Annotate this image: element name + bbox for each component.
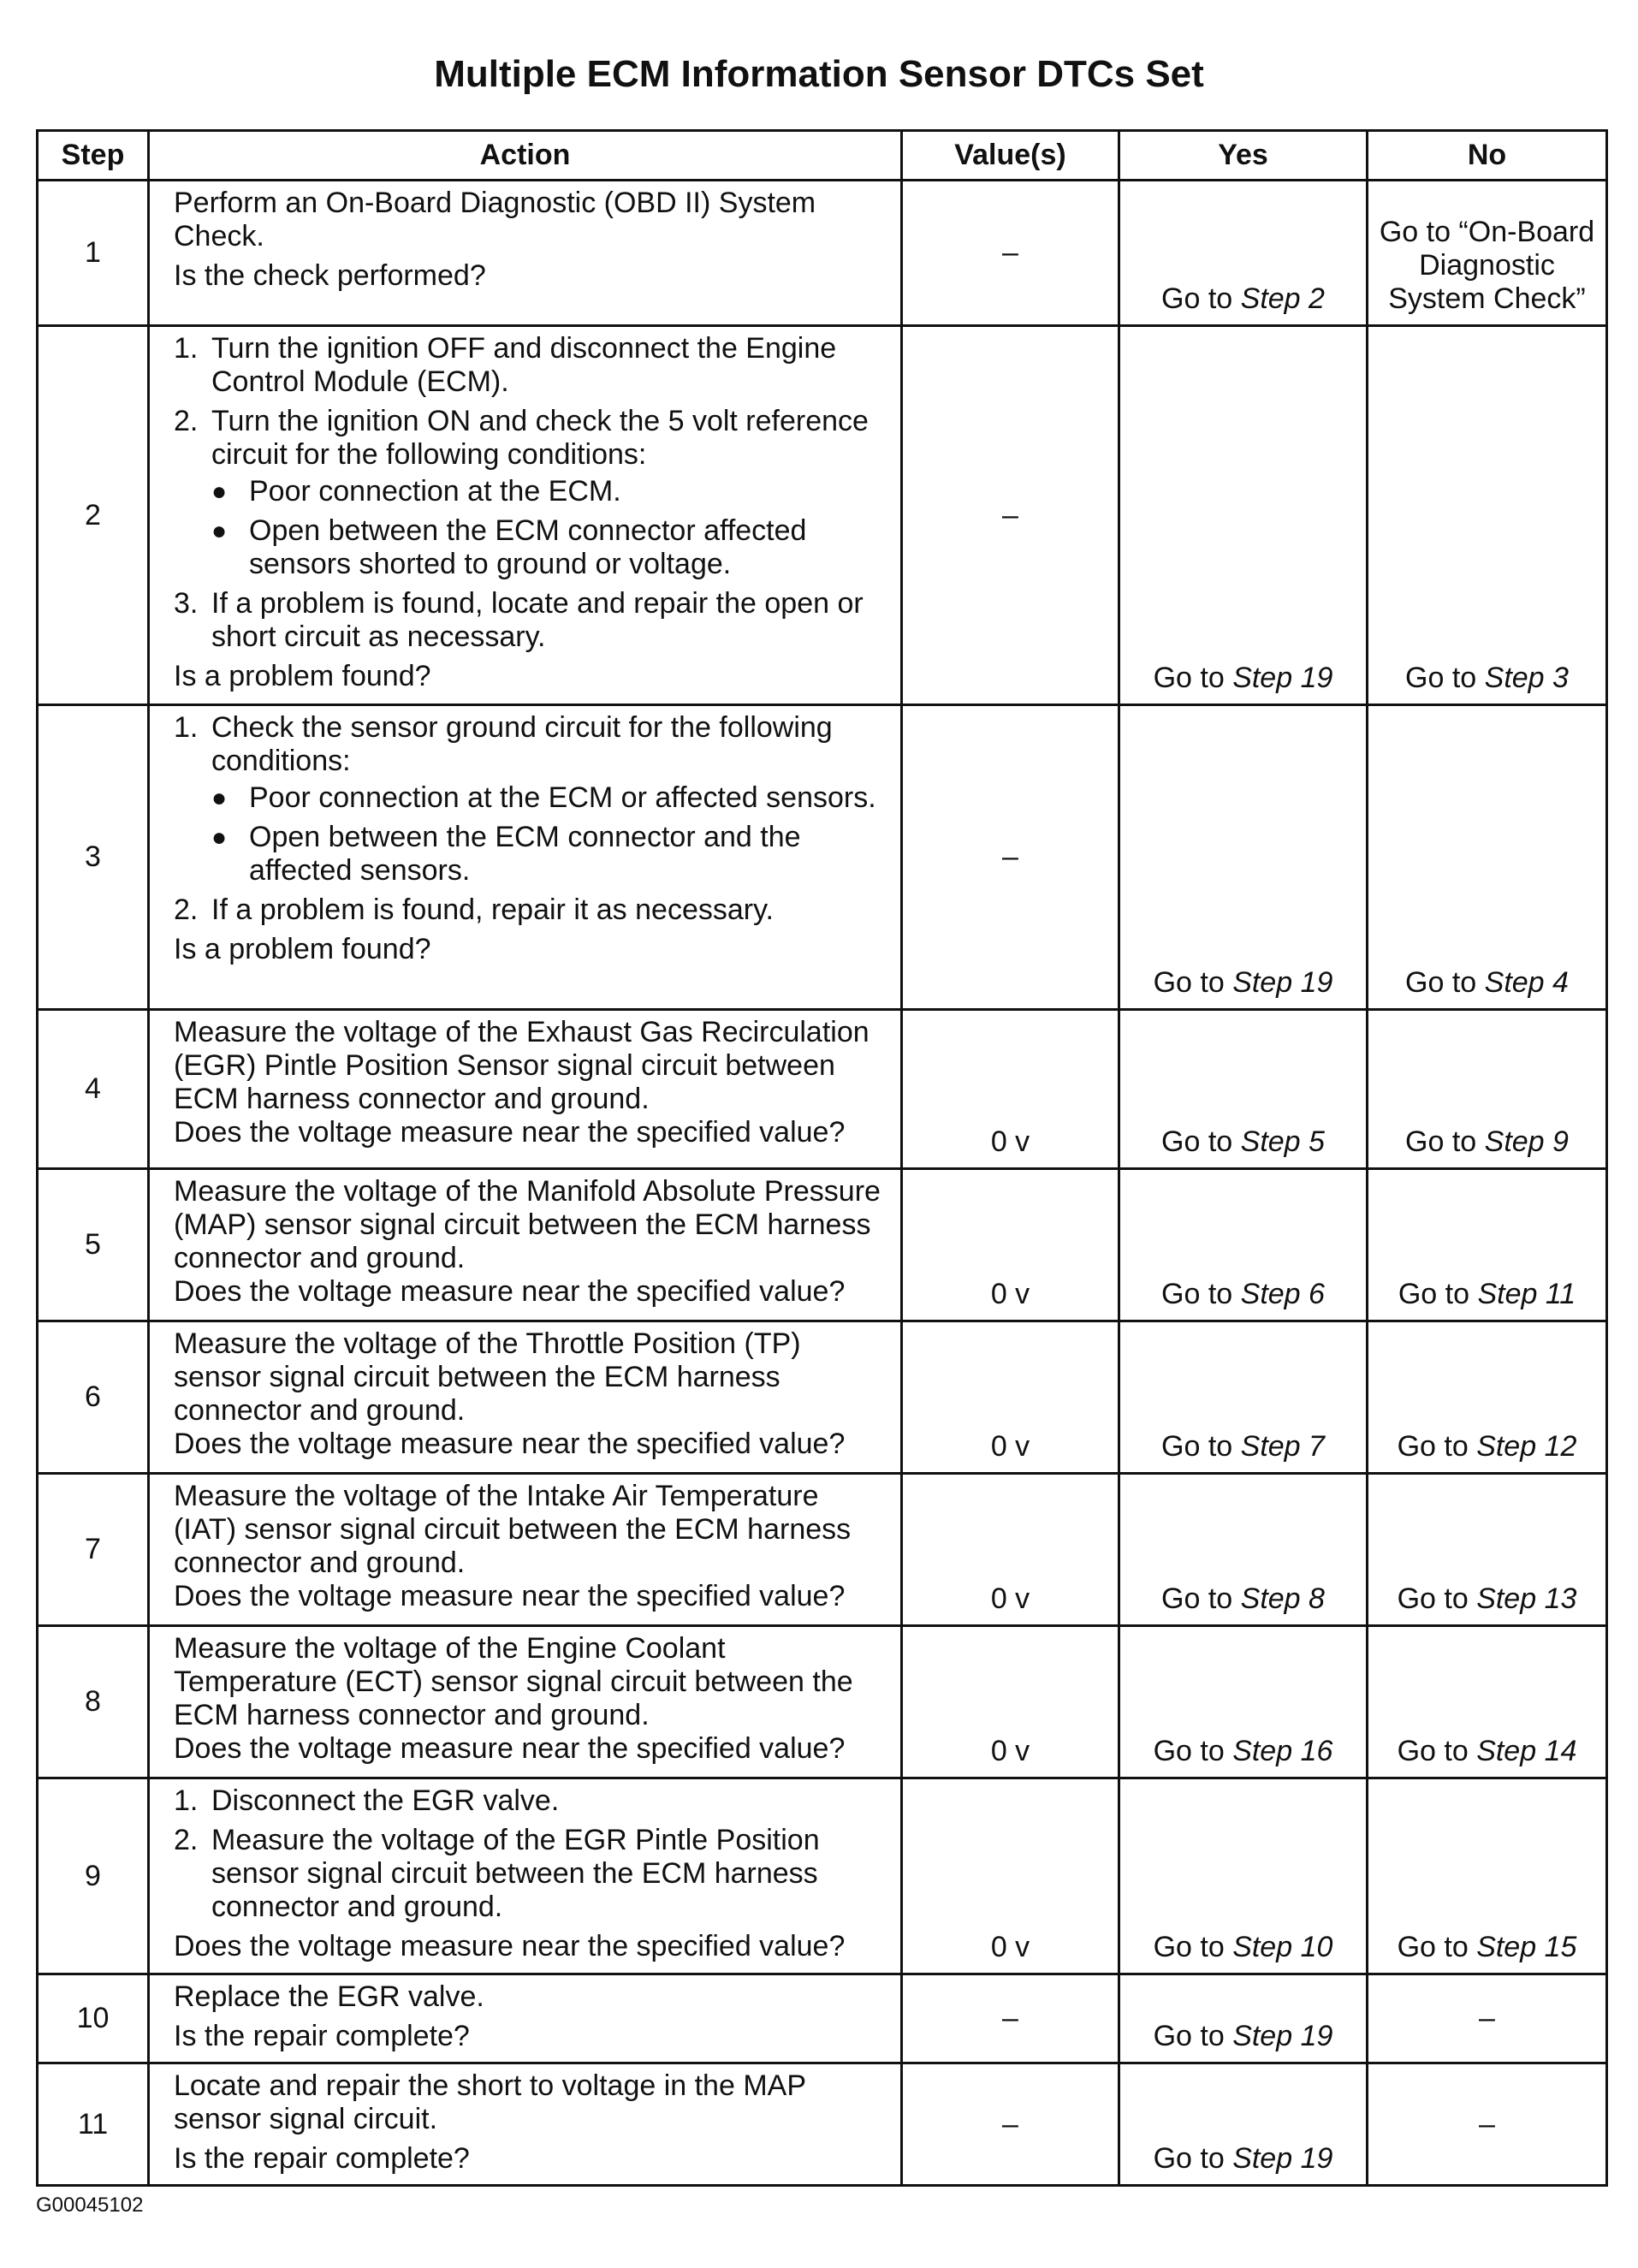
- numbered-list: [174, 332, 888, 654]
- no-cell: [1368, 1626, 1607, 1778]
- yes-prefix: Go to: [1153, 966, 1233, 999]
- action-cell: [149, 326, 902, 705]
- step-number: 9: [38, 1778, 149, 1974]
- value-cell: 0 v: [902, 1626, 1119, 1778]
- table-row: [38, 1626, 1607, 1778]
- action-question: Is the check performed?: [174, 259, 486, 292]
- no-prefix: Go to: [1397, 1430, 1477, 1463]
- yes-prefix: Go to: [1153, 1735, 1233, 1767]
- yes-cell: [1119, 1974, 1368, 2063]
- bullet-text: Poor connection at the ECM.: [249, 475, 621, 508]
- yes-cell: [1119, 1010, 1368, 1169]
- yes-step: Step 19: [1232, 2142, 1333, 2175]
- action-question: Is a problem found?: [174, 660, 431, 692]
- action-cell: [149, 705, 902, 1010]
- item-text: Turn the ignition OFF and disconnect the Engine Control Module (ECM).: [211, 332, 837, 398]
- bullet-list: [211, 475, 888, 581]
- action-cell: [149, 1169, 902, 1321]
- bullet-text: Open between the ECM connector and the affected sensors.: [249, 821, 801, 887]
- yes-prefix: Go to: [1153, 662, 1233, 694]
- header-step: Step: [38, 131, 149, 181]
- no-step: Step 3: [1484, 662, 1569, 694]
- figure-id: G00045102: [36, 2194, 144, 2217]
- yes-cell: [1119, 1169, 1368, 1321]
- item-number: 1.: [174, 711, 199, 744]
- bullet-icon: ●: [211, 823, 228, 852]
- value-cell: –: [902, 181, 1119, 326]
- item-number: 2.: [174, 1824, 199, 1856]
- value-cell: 0 v: [902, 1474, 1119, 1626]
- step-number: 1: [38, 181, 149, 326]
- action-text: Measure the voltage of the Manifold Absolute Pressure (MAP) sensor signal circuit between the ECM harness connector and ground.: [174, 1175, 881, 1274]
- header-action: Action: [149, 131, 902, 181]
- list-item: [174, 1784, 888, 1818]
- diagnostic-table: [36, 129, 1608, 2187]
- bullet-icon: ●: [211, 517, 228, 545]
- action-question: Does the voltage measure near the specified value?: [174, 1732, 846, 1765]
- no-step: Step 14: [1476, 1735, 1577, 1767]
- value-cell: 0 v: [902, 1778, 1119, 1974]
- action-question: Does the voltage measure near the specified value?: [174, 1580, 846, 1612]
- action-text: Replace the EGR valve.: [174, 1980, 484, 2013]
- item-number: 1.: [174, 332, 199, 365]
- table-row: [38, 1010, 1607, 1169]
- no-cell: [1368, 2063, 1607, 2186]
- action-text: Perform an On-Board Diagnostic (OBD II) System Check.: [174, 187, 816, 252]
- action-cell: [149, 1474, 902, 1626]
- no-text: –: [1479, 2002, 1495, 2034]
- action-cell: [149, 1974, 902, 2063]
- action-question: Does the voltage measure near the specified value?: [174, 1116, 846, 1149]
- yes-cell: [1119, 2063, 1368, 2186]
- step-number: 4: [38, 1010, 149, 1169]
- yes-prefix: Go to: [1153, 1931, 1233, 1963]
- yes-step: Step 19: [1232, 966, 1333, 999]
- step-number: 5: [38, 1169, 149, 1321]
- header-yes: Yes: [1119, 131, 1368, 181]
- value-cell: –: [902, 1974, 1119, 2063]
- yes-prefix: Go to: [1161, 1125, 1241, 1158]
- yes-prefix: Go to: [1153, 2142, 1233, 2175]
- table-row: [38, 1974, 1607, 2063]
- bullet-list: [211, 781, 888, 888]
- bullet-item: [211, 475, 888, 508]
- action-text: Measure the voltage of the Intake Air Temperature (IAT) sensor signal circuit between the ECM harness connector and ground.: [174, 1480, 852, 1579]
- item-text: Measure the voltage of the EGR Pintle Position sensor signal circuit between the ECM harness connector and ground.: [211, 1824, 820, 1923]
- bullet-text: Poor connection at the ECM or affected sensors.: [249, 781, 876, 814]
- no-step: Step 15: [1476, 1931, 1577, 1963]
- no-cell: [1368, 181, 1607, 326]
- no-prefix: Go to: [1397, 1931, 1477, 1963]
- yes-step: Step 19: [1232, 2020, 1333, 2052]
- no-cell: [1368, 1010, 1607, 1169]
- yes-cell: [1119, 1321, 1368, 1474]
- value-cell: –: [902, 326, 1119, 705]
- yes-prefix: Go to: [1161, 1582, 1241, 1615]
- step-number: 2: [38, 326, 149, 705]
- step-number: 6: [38, 1321, 149, 1474]
- table-row: [38, 1321, 1607, 1474]
- step-number: 10: [38, 1974, 149, 2063]
- no-prefix: Go to: [1405, 662, 1485, 694]
- item-number: 2.: [174, 894, 199, 926]
- step-number: 7: [38, 1474, 149, 1626]
- item-text: If a problem is found, locate and repair the open or short circuit as necessary.: [211, 587, 864, 653]
- action-question: Is a problem found?: [174, 933, 431, 965]
- table-row: [38, 1474, 1607, 1626]
- yes-cell: [1119, 1778, 1368, 1974]
- action-question: Does the voltage measure near the specified value?: [174, 1428, 846, 1460]
- no-step: Step 11: [1477, 1278, 1576, 1310]
- value-cell: –: [902, 2063, 1119, 2186]
- yes-prefix: Go to: [1161, 282, 1241, 315]
- bullet-icon: ●: [211, 784, 228, 812]
- yes-cell: [1119, 705, 1368, 1010]
- item-text: Disconnect the EGR valve.: [211, 1784, 560, 1817]
- action-cell: [149, 1321, 902, 1474]
- yes-step: Step 10: [1232, 1931, 1333, 1963]
- item-number: 1.: [174, 1784, 199, 1817]
- list-item: [174, 332, 888, 399]
- header-values: Value(s): [902, 131, 1119, 181]
- yes-step: Step 8: [1240, 1582, 1325, 1615]
- item-number: 3.: [174, 587, 199, 620]
- value-cell: 0 v: [902, 1169, 1119, 1321]
- yes-step: Step 5: [1240, 1125, 1325, 1158]
- no-prefix: Go to: [1397, 1735, 1477, 1767]
- no-cell: [1368, 705, 1607, 1010]
- no-cell: [1368, 1321, 1607, 1474]
- header-no: No: [1368, 131, 1607, 181]
- bullet-item: [211, 821, 888, 888]
- action-cell: [149, 1010, 902, 1169]
- yes-step: Step 2: [1240, 282, 1325, 315]
- list-item: [174, 1824, 888, 1924]
- action-text: Measure the voltage of the Engine Coolant Temperature (ECT) sensor signal circuit between the ECM harness connector and ground.: [174, 1632, 853, 1731]
- value-cell: 0 v: [902, 1321, 1119, 1474]
- table-row: [38, 326, 1607, 705]
- no-cell: [1368, 1169, 1607, 1321]
- table-row: [38, 705, 1607, 1010]
- page-title: Multiple ECM Information Sensor DTCs Set: [434, 53, 1204, 95]
- action-question: Does the voltage measure near the specified value?: [174, 1930, 846, 1962]
- item-text: Check the sensor ground circuit for the following conditions:: [211, 711, 833, 777]
- no-prefix: Go to: [1398, 1278, 1478, 1310]
- table-row: [38, 1778, 1607, 1974]
- value-cell: –: [902, 705, 1119, 1010]
- yes-prefix: Go to: [1161, 1430, 1241, 1463]
- action-question: Is the repair complete?: [174, 2142, 470, 2175]
- action-cell: [149, 1626, 902, 1778]
- yes-step: Step 7: [1240, 1430, 1325, 1463]
- table-row: [38, 2063, 1607, 2186]
- action-cell: [149, 2063, 902, 2186]
- no-cell: [1368, 326, 1607, 705]
- header-row: [38, 131, 1607, 181]
- value-cell: 0 v: [902, 1010, 1119, 1169]
- bullet-item: [211, 514, 888, 581]
- yes-prefix: Go to: [1153, 2020, 1233, 2052]
- list-item: [174, 711, 888, 888]
- action-question: Does the voltage measure near the specified value?: [174, 1275, 846, 1308]
- no-cell: [1368, 1474, 1607, 1626]
- no-prefix: Go to: [1405, 1125, 1485, 1158]
- item-number: 2.: [174, 405, 199, 437]
- yes-step: Step 16: [1232, 1735, 1333, 1767]
- action-text: Locate and repair the short to voltage in the MAP sensor signal circuit.: [174, 2069, 806, 2135]
- yes-step: Step 6: [1240, 1278, 1325, 1310]
- action-cell: [149, 181, 902, 326]
- no-prefix: Go to: [1397, 1582, 1477, 1615]
- bullet-item: [211, 781, 888, 815]
- numbered-list: [174, 1784, 888, 1924]
- yes-cell: [1119, 1626, 1368, 1778]
- action-text: Measure the voltage of the Throttle Position (TP) sensor signal circuit between the ECM harness connector and ground.: [174, 1327, 801, 1427]
- step-number: 8: [38, 1626, 149, 1778]
- list-item: [174, 405, 888, 581]
- table-row: [38, 181, 1607, 326]
- action-cell: [149, 1778, 902, 1974]
- yes-cell: [1119, 1474, 1368, 1626]
- no-prefix: Go to: [1405, 966, 1485, 999]
- no-step: Step 13: [1476, 1582, 1577, 1615]
- action-text: Measure the voltage of the Exhaust Gas Recirculation (EGR) Pintle Position Sensor signal circuit between ECM harness connector and ground.: [174, 1016, 869, 1115]
- list-item: [174, 894, 888, 927]
- no-step: Step 4: [1484, 966, 1569, 999]
- item-text: If a problem is found, repair it as necessary.: [211, 894, 774, 926]
- yes-step: Step 19: [1232, 662, 1333, 694]
- numbered-list: [174, 711, 888, 927]
- list-item: [174, 587, 888, 654]
- no-text: Go to “On-Board Diagnostic System Check”: [1379, 216, 1595, 315]
- step-number: 11: [38, 2063, 149, 2186]
- bullet-icon: ●: [211, 478, 228, 506]
- yes-prefix: Go to: [1161, 1278, 1241, 1310]
- no-cell: [1368, 1974, 1607, 2063]
- no-step: Step 12: [1476, 1430, 1577, 1463]
- item-text: Turn the ignition ON and check the 5 volt reference circuit for the following conditions:: [211, 405, 869, 471]
- no-cell: [1368, 1778, 1607, 1974]
- no-step: Step 9: [1484, 1125, 1569, 1158]
- no-text: –: [1479, 2107, 1495, 2140]
- yes-cell: [1119, 181, 1368, 326]
- table-row: [38, 1169, 1607, 1321]
- bullet-text: Open between the ECM connector affected sensors shorted to ground or voltage.: [249, 514, 807, 580]
- action-question: Is the repair complete?: [174, 2020, 470, 2052]
- step-number: 3: [38, 705, 149, 1010]
- yes-cell: [1119, 326, 1368, 705]
